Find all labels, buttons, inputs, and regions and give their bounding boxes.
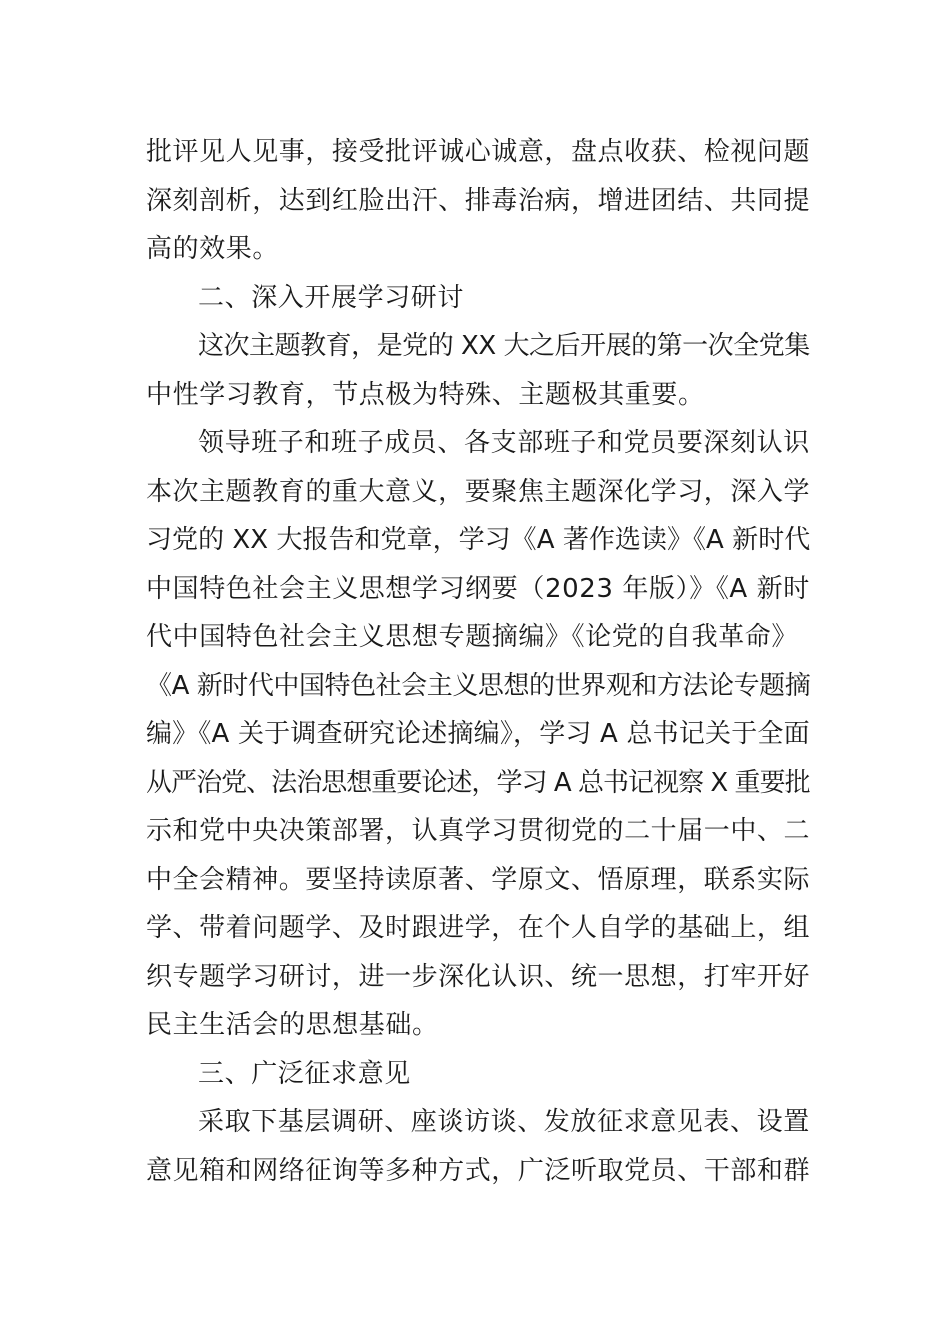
text-line: 中性学习教育，节点极为特殊、主题极其重要。 [146, 379, 705, 410]
text-line: 从严治党、法治思想重要论述，学习 A 总书记视察 X 重要批 [146, 767, 810, 798]
section-heading-2 [146, 274, 810, 323]
document-page [146, 128, 810, 1195]
heading-text: 二、深入开展学习研讨 [198, 282, 465, 313]
section-heading-3 [146, 1050, 810, 1099]
text-line: 本次主题教育的重大意义，要聚焦主题深化学习，深入学 [146, 476, 811, 507]
text-line: 学、带着问题学、及时跟进学，在个人自学的基础上，组 [146, 913, 811, 943]
text-line: 织专题学习研讨，进一步深化认识、统一思想，打牢开好 [146, 961, 811, 992]
text-line: 采取下基层调研、座谈访谈、发放征求意见表、设置 [198, 1107, 810, 1137]
text-line: 编》《A 关于调查研究论述摘编》，学习 A 总书记关于全面 [146, 719, 810, 749]
text-line: 深刻剖析，达到红脸出汗、排毒治病，增进团结、共同提 [146, 185, 811, 216]
text-line: 示和党中央决策部署，认真学习贯彻党的二十届一中、二 [146, 816, 811, 846]
text-line: 习党的 XX 大报告和党章，学习《A 著作选读》《A 新时代 [146, 525, 811, 555]
text-line: 领导班子和班子成员、各支部班子和党员要深刻认识 [198, 428, 810, 458]
text-line: 中国特色社会主义思想学习纲要（2023 年版）》《A 新时 [146, 573, 810, 604]
paragraph-study-requirements [146, 419, 810, 1050]
text-line: 批评见人见事，接受批评诚心诚意，盘点收获、检视问题 [146, 137, 811, 167]
paragraph-solicit-opinions [146, 1098, 810, 1195]
text-line: 中全会精神。要坚持读原著、学原文、悟原理，联系实际 [146, 864, 811, 895]
heading-text: 三、广泛征求意见 [198, 1058, 411, 1089]
paragraph-continuation [146, 128, 810, 274]
text-line: 高的效果。 [146, 234, 280, 264]
text-line: 《A 新时代中国特色社会主义思想的世界观和方法论专题摘 [146, 670, 811, 701]
text-line: 代中国特色社会主义思想专题摘编》《论党的自我革命》 [146, 622, 799, 652]
paragraph-theme-education [146, 322, 810, 419]
text-line: 民主生活会的思想基础。 [146, 1010, 439, 1040]
text-line: 这次主题教育，是党的 XX 大之后开展的第一次全党集 [198, 331, 810, 361]
text-line: 意见箱和网络征询等多种方式，广泛听取党员、干部和群 [146, 1155, 811, 1186]
